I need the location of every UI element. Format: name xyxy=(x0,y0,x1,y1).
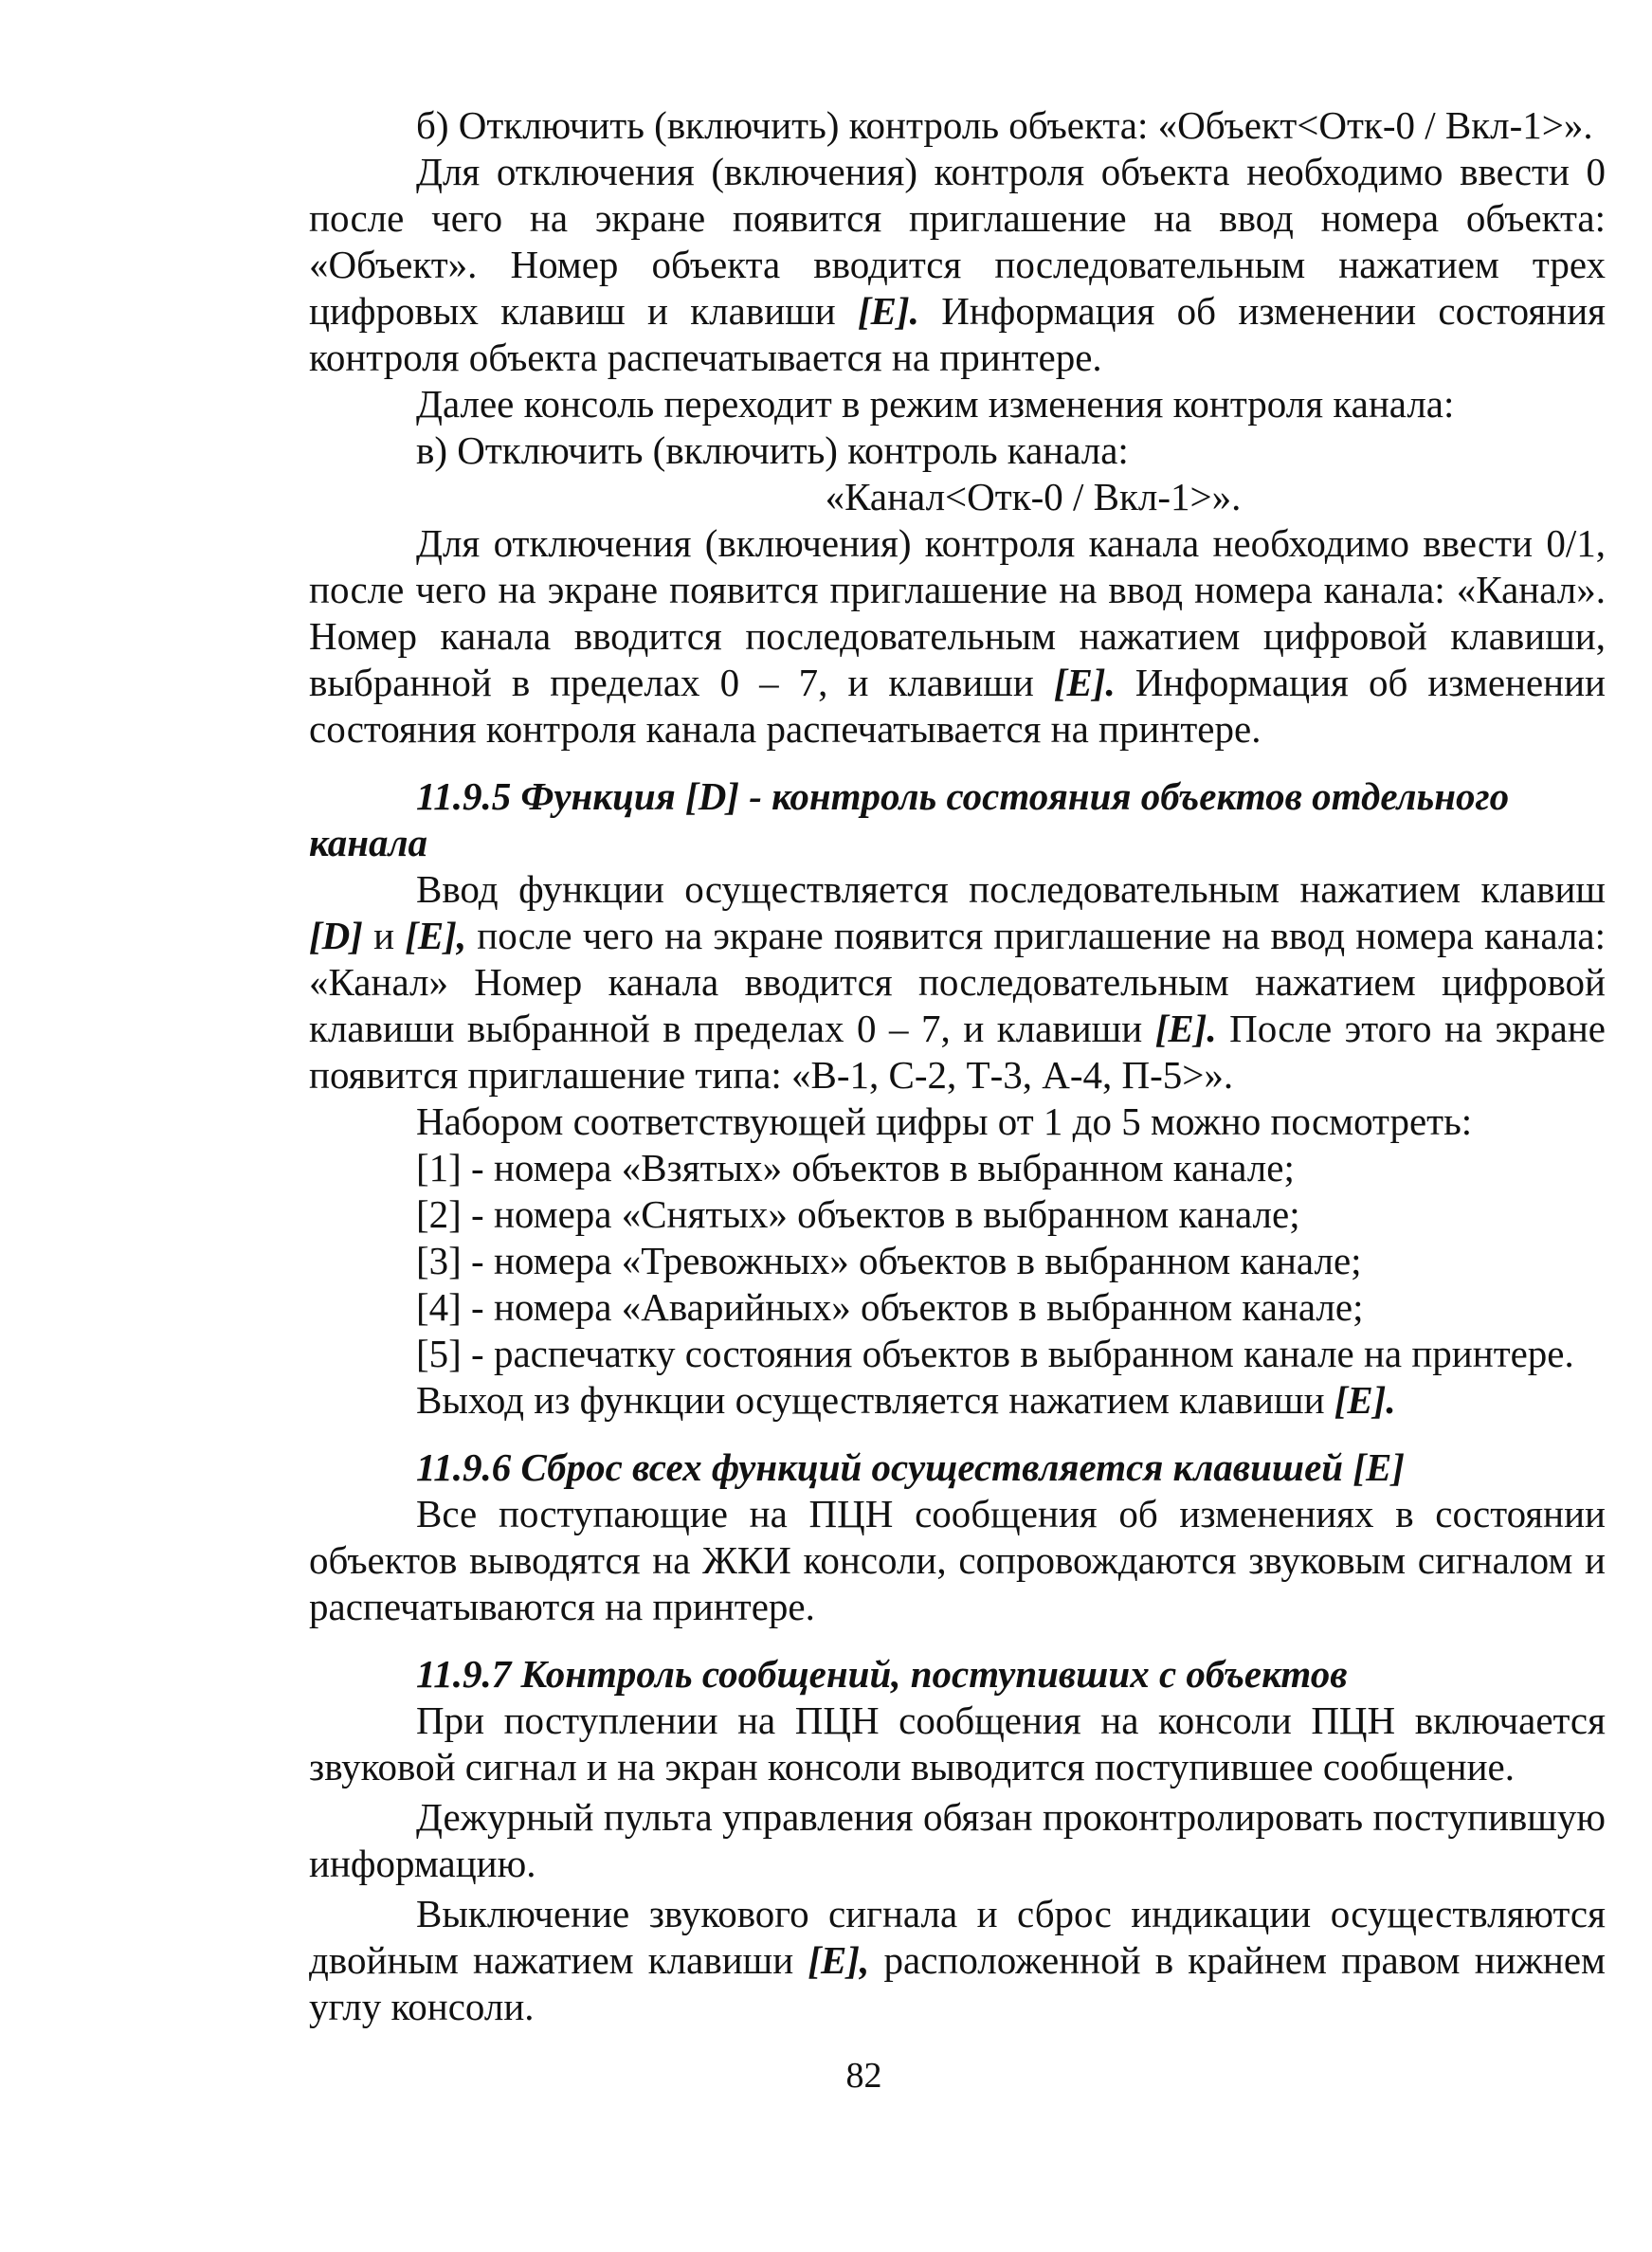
channel-control-paragraph xyxy=(309,520,1606,753)
key-d-label: [D] xyxy=(309,914,363,957)
prompt-type-text: После этого на экране появится приглашение типа: «В-1, С-2, Т-3, А-4, П-5>». xyxy=(309,1007,1606,1097)
conjunction-text: и xyxy=(362,914,406,957)
item-v-paragraph: в) Отключить (включить) контроль канала: xyxy=(416,428,1129,472)
object-control-text: Для отключения (включения) контроля объекта необходимо ввести 0 после чего на экране появится приглашение на ввод номера объекта: «Объект». Номер объекта вводится последовательным нажатием трех цифровых клавиш и клавиши xyxy=(309,150,1606,333)
section-11-9-6-heading: 11.9.6 Сброс всех функций осуществляется клавишей [E] xyxy=(416,1445,1405,1489)
item-b-paragraph xyxy=(309,102,1606,149)
section-11-9-6-paragraph: Все поступающие на ПЦН сообщения об изменениях в состоянии объектов выводятся на ЖКИ консоли, сопровождаются звуковым сигналом и распечатываются на принтере. xyxy=(309,1492,1606,1628)
sound-off-text-end: расположенной в крайнем правом нижнем углу консоли. xyxy=(309,1938,1606,2028)
key-e-label: [E], xyxy=(808,1938,870,1982)
section-11-9-7-paragraph-2: Дежурный пульта управления обязан проконтролировать поступившую информацию. xyxy=(309,1795,1606,1885)
list-item: [2] - номера «Снятых» объектов в выбранном канале; xyxy=(416,1192,1300,1236)
section-11-9-7-paragraph-1: При поступлении на ПЦН сообщения на консоли ПЦН включается звуковой сигнал и на экран консоли выводится поступившее сообщение. xyxy=(309,1698,1606,1789)
section-11-9-7-paragraph-3 xyxy=(309,1891,1606,2030)
key-e-label: [E]. xyxy=(1053,661,1116,704)
function-input-text: Ввод функции осуществляется последовательным нажатием клавиш xyxy=(416,867,1606,911)
page-number: 82 xyxy=(845,2056,882,2096)
section-11-9-7-heading: 11.9.7 Контроль сообщений, поступивших с объектов xyxy=(416,1652,1348,1696)
key-e-label: [E]. xyxy=(1334,1378,1396,1422)
list-item: [5] - распечатку состояния объектов в выбранном канале на принтере. xyxy=(416,1332,1574,1375)
select-digit-paragraph: Набором соответствующей цифры от 1 до 5 можно посмотреть: xyxy=(416,1099,1473,1143)
channel-control-text-end: Информация об изменении состояния контроля канала распечатывается на принтере. xyxy=(309,661,1607,751)
document-page xyxy=(309,102,1606,2030)
item-b-text: б) Отключить (включить) контроль объекта: «Объект<Отк-0 / Вкл-1>». xyxy=(416,103,1593,147)
object-control-paragraph xyxy=(309,149,1606,381)
section-11-9-5-paragraph xyxy=(309,866,1606,1099)
object-control-text-end: Информация об изменении состояния контроля объекта распечатывается на принтере. xyxy=(309,289,1606,379)
exit-function-paragraph xyxy=(309,1377,1606,1424)
list-item: [3] - номера «Тревожных» объектов в выбранном канале; xyxy=(416,1239,1362,1282)
list-item: [4] - номера «Аварийных» объектов в выбранном канале; xyxy=(416,1285,1364,1329)
key-e-label: [E]. xyxy=(858,289,919,333)
channel-prompt: «Канал<Отк-0 / Вкл-1>». xyxy=(825,475,1242,518)
exit-function-text: Выход из функции осуществляется нажатием клавиши xyxy=(416,1378,1334,1422)
section-11-9-5-heading: 11.9.5 Функция [D] - контроль состояния объектов отдельного канала xyxy=(309,774,1510,864)
channel-number-text: после чего на экране появится приглашение на ввод номера канала: «Канал» Номер канала вводится последовательным нажатием цифровой клавиши выбранной в пределах 0 – 7, и клавиши xyxy=(309,914,1606,1050)
view-options-list xyxy=(309,1145,1606,1377)
next-mode-paragraph: Далее консоль переходит в режим изменения контроля канала: xyxy=(416,382,1455,426)
key-e-label: [E], xyxy=(405,914,467,957)
sound-off-text: Выключение звукового сигнала и сброс индикации осуществляются двойным нажатием клавиши xyxy=(309,1892,1606,1982)
channel-control-text: Для отключения (включения) контроля канала необходимо ввести 0/1, после чего на экране появится приглашение на ввод номера канала: «Канал». Номер канала вводится последовательным нажатием цифровой клавиши, выбранной в пределах 0 – 7, и клавиши xyxy=(309,521,1606,704)
list-item: [1] - номера «Взятых» объектов в выбранном канале; xyxy=(416,1146,1295,1190)
key-e-label: [E]. xyxy=(1154,1007,1217,1050)
